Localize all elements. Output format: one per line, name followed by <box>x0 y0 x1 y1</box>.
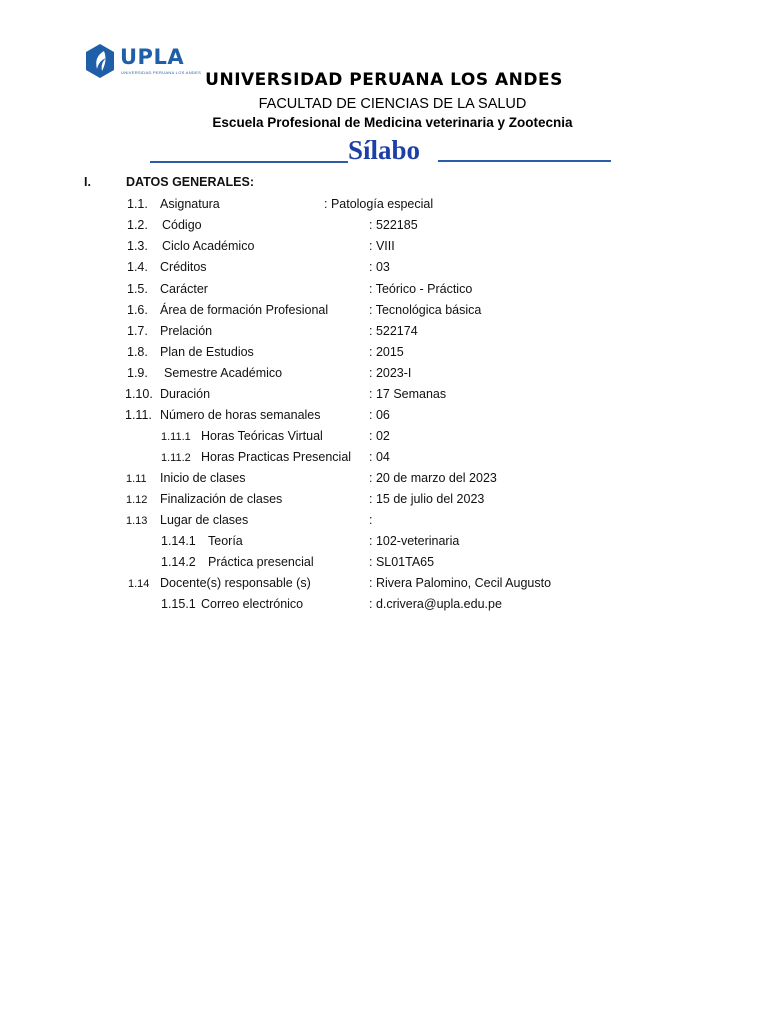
row-asignatura <box>0 197 768 218</box>
row-number: 1.8. <box>127 345 148 359</box>
row-number: 1.7. <box>127 324 148 338</box>
row-label: Horas Practicas Presencial <box>201 450 352 464</box>
section-number: I. <box>84 175 91 189</box>
row-label: Área de formación Profesional <box>160 303 329 317</box>
row-value: : 02 <box>369 429 390 443</box>
row-label: Práctica presencial <box>208 555 314 569</box>
row-label: Inicio de clases <box>160 471 246 485</box>
row-label: Prelación <box>160 324 213 338</box>
row-value: : 20 de marzo del 2023 <box>369 471 497 485</box>
row-semestre <box>0 366 768 387</box>
logo-subtext: UNIVERSIDAD PERUANA LOS ANDES <box>121 70 202 75</box>
logo-wordmark: UPLA <box>120 45 185 69</box>
row-value: : 2023-I <box>369 366 412 380</box>
section-title: DATOS GENERALES: <box>126 175 255 189</box>
row-label: Correo electrónico <box>201 597 304 611</box>
row-practica <box>0 555 768 576</box>
row-value: : VIII <box>369 239 395 253</box>
row-label: Duración <box>160 387 211 401</box>
row-number: 1.3. <box>127 239 148 253</box>
row-number: 1.11.2 <box>161 452 191 464</box>
row-creditos <box>0 260 768 281</box>
title-rule-right <box>438 160 611 162</box>
row-label: Ciclo Académico <box>162 239 255 253</box>
row-number: 1.10. <box>125 387 153 401</box>
row-prelacion <box>0 324 768 345</box>
row-lugar <box>0 513 768 534</box>
row-number: 1.14 <box>128 578 150 590</box>
title-rule-left <box>150 161 348 163</box>
row-number: 1.12 <box>126 494 148 506</box>
row-value: : Tecnológica básica <box>369 303 482 317</box>
row-number: 1.6. <box>127 303 148 317</box>
row-finalizacion <box>0 492 768 513</box>
row-area <box>0 303 768 324</box>
row-label: Docente(s) responsable (s) <box>160 576 311 590</box>
row-value: : 04 <box>369 450 390 464</box>
row-value: : d.crivera@upla.edu.pe <box>369 597 502 611</box>
row-inicio <box>0 471 768 492</box>
row-number: 1.14.1 <box>161 534 196 548</box>
row-number: 1.13 <box>126 515 148 527</box>
row-number: 1.14.2 <box>161 555 196 569</box>
faculty-name: FACULTAD DE CIENCIAS DE LA SALUD <box>258 96 527 112</box>
row-number: 1.11. <box>125 408 152 422</box>
row-value: : Teórico - Práctico <box>369 282 473 296</box>
row-value: : 15 de julio del 2023 <box>369 492 485 506</box>
school-name: Escuela Profesional de Medicina veterinaria y Zootecnia <box>212 115 573 130</box>
row-number: 1.11 <box>126 473 147 485</box>
row-value: : 03 <box>369 260 390 274</box>
row-label: Finalización de clases <box>160 492 283 506</box>
row-teoria <box>0 534 768 555</box>
row-value: : 102-veterinaria <box>369 534 460 548</box>
row-codigo <box>0 218 768 239</box>
university-name: UNIVERSIDAD PERUANA LOS ANDES <box>205 70 563 90</box>
row-value: : Rivera Palomino, Cecil Augusto <box>369 576 552 590</box>
row-number: 1.15.1 <box>161 597 196 611</box>
row-horas-semanales <box>0 408 768 429</box>
row-number: 1.5. <box>127 282 148 296</box>
row-number: 1.11.1 <box>161 431 191 443</box>
row-label: Semestre Académico <box>164 366 283 380</box>
document-title: Sílabo <box>348 135 421 165</box>
row-horas-teoricas <box>0 429 768 450</box>
row-caracter <box>0 282 768 303</box>
row-value: : 06 <box>369 408 390 422</box>
row-plan <box>0 345 768 366</box>
row-ciclo <box>0 239 768 260</box>
row-value: : <box>369 513 373 527</box>
row-value: : 522174 <box>369 324 418 338</box>
row-label: Asignatura <box>160 197 220 211</box>
row-label: Plan de Estudios <box>160 345 254 359</box>
row-label: Carácter <box>160 282 208 296</box>
row-label: Créditos <box>160 260 207 274</box>
row-label: Horas Teóricas Virtual <box>201 429 323 443</box>
row-value: : 2015 <box>369 345 404 359</box>
row-value: : 522185 <box>369 218 418 232</box>
row-docente <box>0 576 768 597</box>
row-duracion <box>0 387 768 408</box>
row-label: Número de horas semanales <box>160 408 321 422</box>
row-number: 1.1. <box>127 197 148 211</box>
row-label: Teoría <box>208 534 243 548</box>
row-label: Lugar de clases <box>160 513 249 527</box>
row-label: Código <box>162 218 202 232</box>
row-number: 1.9. <box>127 366 148 380</box>
row-number: 1.4. <box>127 260 148 274</box>
row-value: : SL01TA65 <box>369 555 435 569</box>
row-correo <box>0 597 768 618</box>
row-horas-practicas <box>0 450 768 471</box>
row-value: : Patología especial <box>324 197 434 211</box>
row-value: : 17 Semanas <box>369 387 447 401</box>
row-number: 1.2. <box>127 218 148 232</box>
